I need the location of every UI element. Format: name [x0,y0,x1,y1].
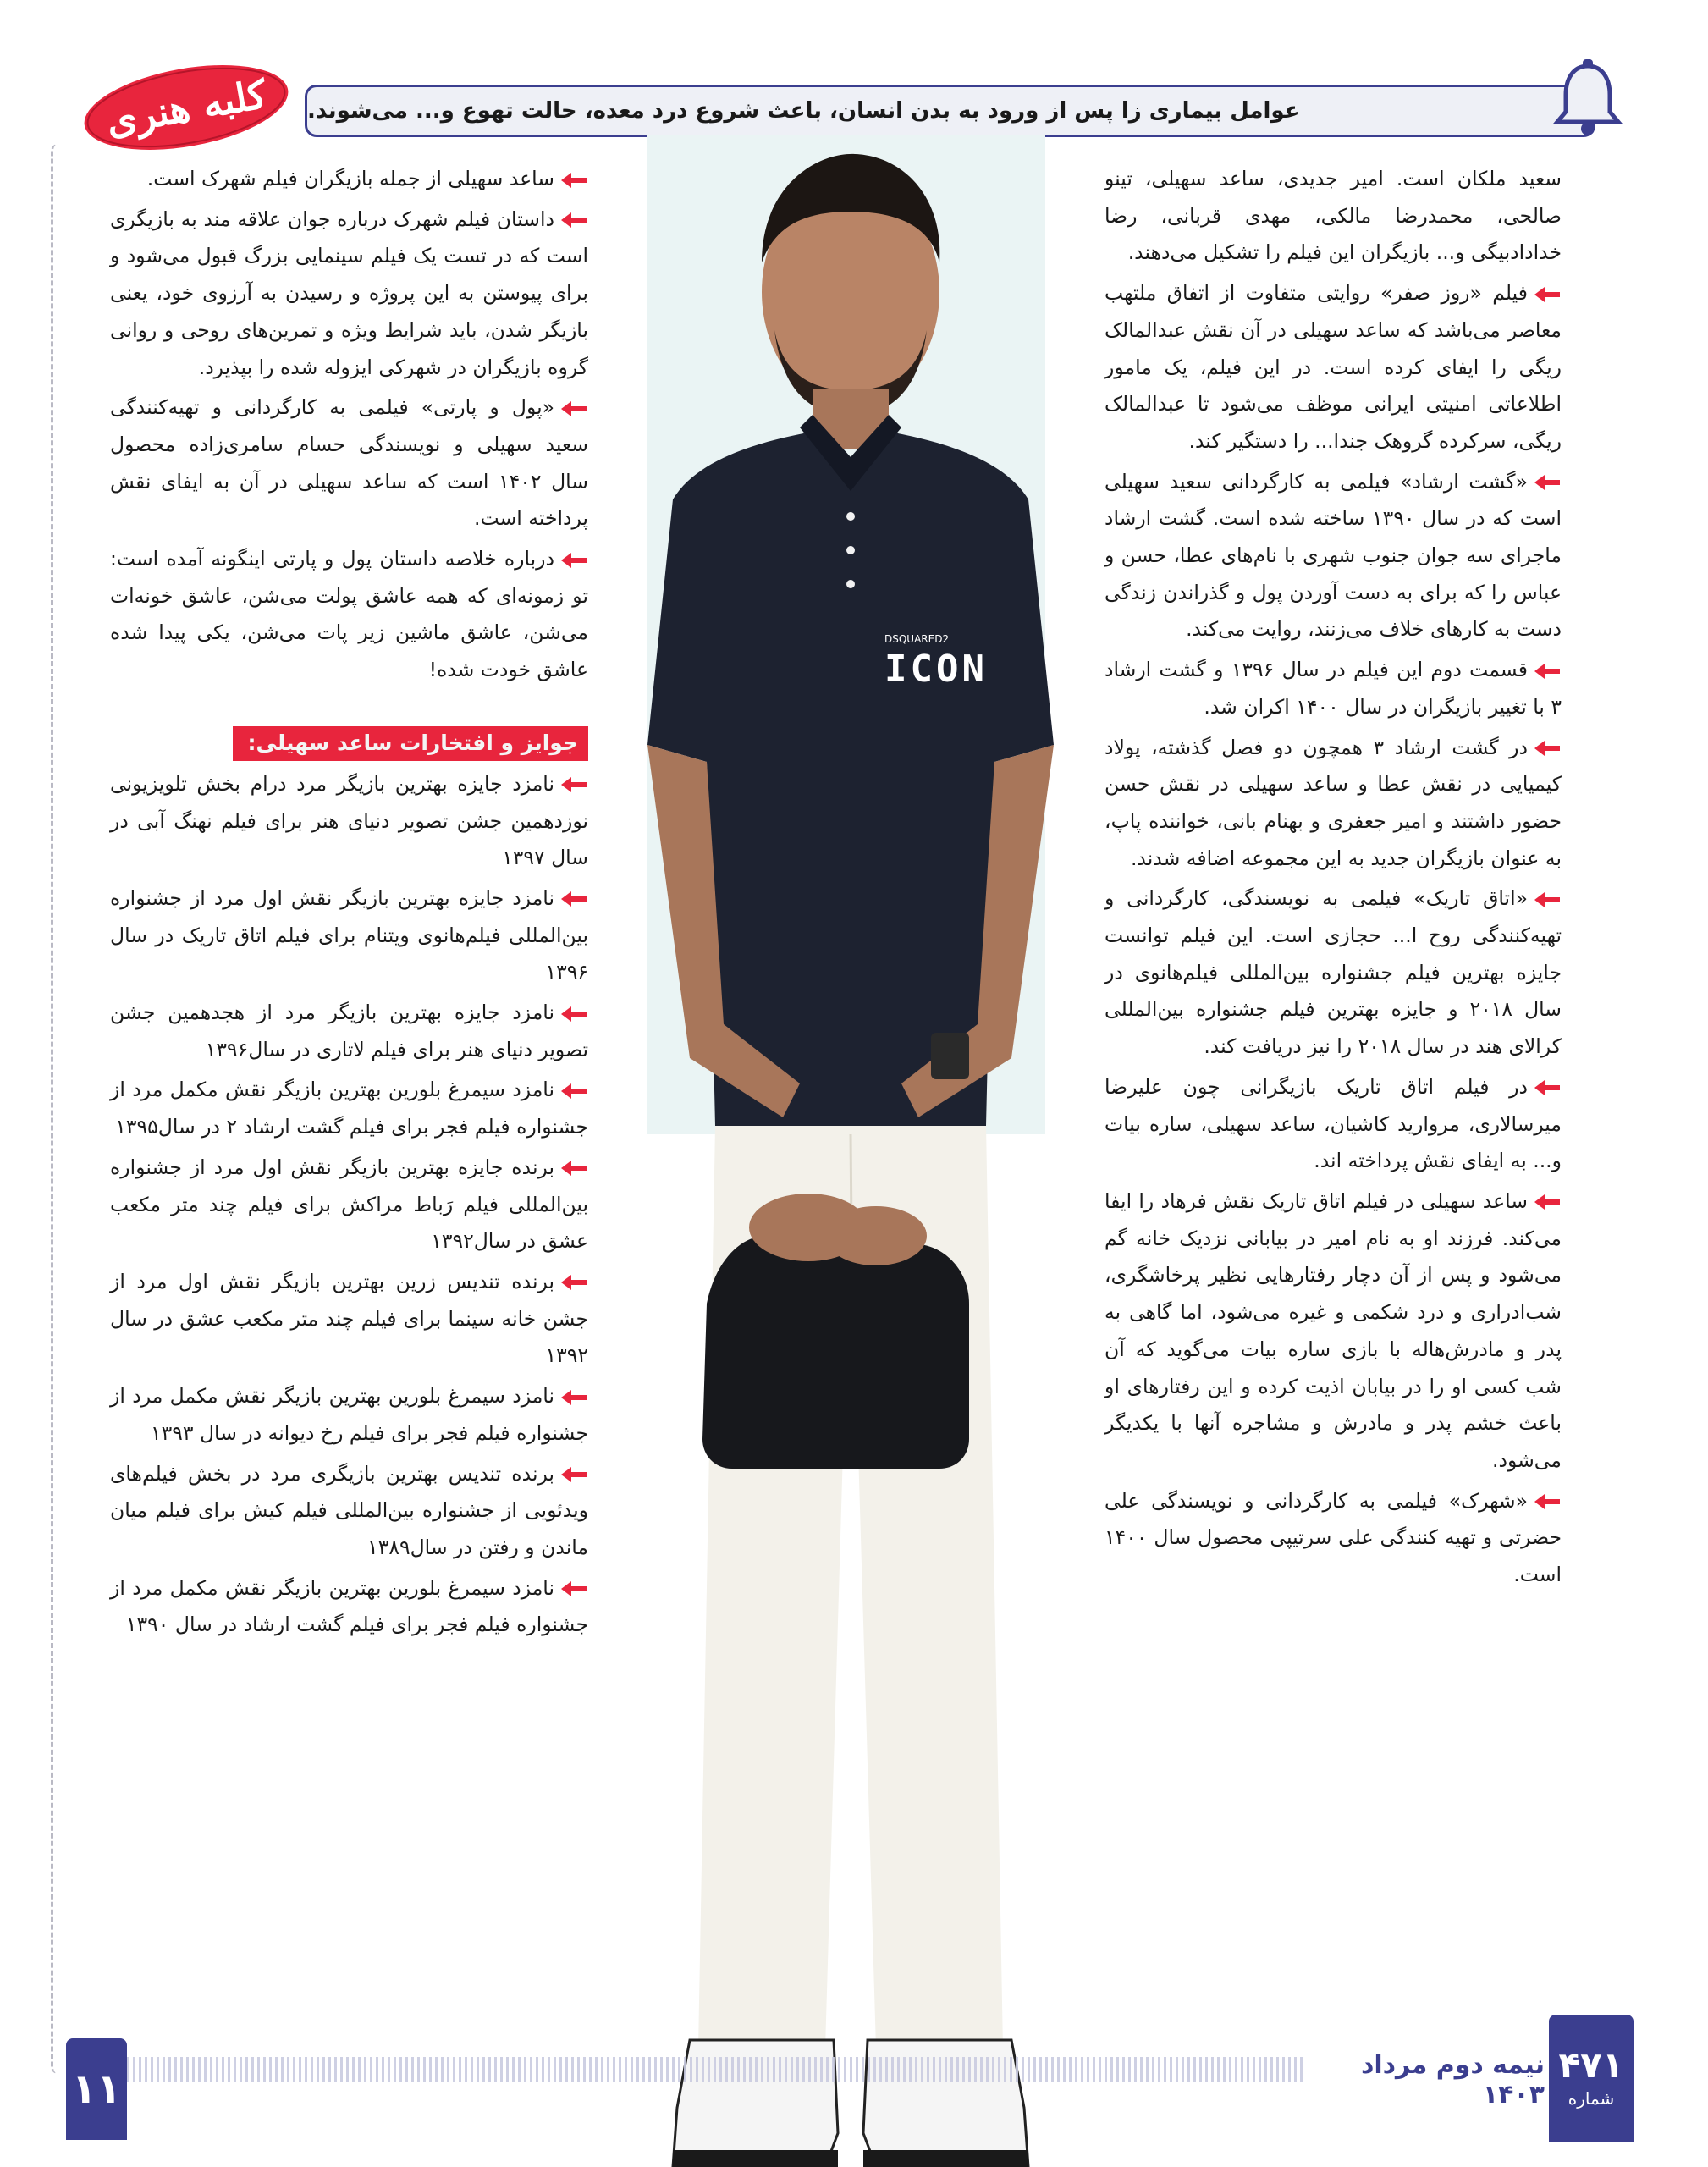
arrow-bullet-icon [559,1273,588,1292]
arrow-bullet-icon [1533,1193,1562,1211]
right-text-column [1105,161,1562,1597]
paragraph: سعید ملکان است. امیر جدیدی، ساعد سهیلی، تینو صالحی، محمدرضا مالکی، مهدی قربانی، رضا خدادادبیگی و... بازیگران این فیلم را تشکیل می‌دهند. [1105,167,1562,265]
arrow-bullet-icon [559,1580,588,1598]
arrow-bullet-icon [559,1005,588,1023]
arrow-bullet-icon [559,890,588,908]
arrow-bullet-icon [1533,285,1562,304]
shirt-logo-text: ICON [884,648,988,691]
arrow-bullet-icon [559,400,588,418]
award-item: برنده جایزه بهترین بازیگر نقش اول مرد از جشنواره بین‌المللی فیلم رَباط مراکش برای فیلم چند متر مکعب عشق در سال۱۳۹۲ [110,1155,588,1254]
paragraph: «پول و پارتی» فیلمی به کارگردانی و تهیه‌کنندگی سعید سهیلی و نویسندگی حسام سامری‌زاده محصول سال ۱۴۰۲ است که ساعد سهیلی در آن به ایفای نقش پرداخته است. [110,395,588,531]
arrow-bullet-icon [559,551,588,570]
arrow-bullet-icon [1533,662,1562,681]
arrow-bullet-icon [559,171,588,190]
arrow-bullet-icon [559,775,588,794]
paragraph: ساعد سهیلی از جمله بازیگران فیلم شهرک است. [110,161,588,198]
paragraph: داستان فیلم شهرک درباره جوان علاقه مند به بازیگری است که در تست یک فیلم سینمایی بزرگ قبول می‌شود و برای پیوستن به این پروژه و رسیدن به آرزوی خود، یعنی بازیگر شدن، باید شرایط ویژه و تمرین‌های روحی و روانی گروه بازیگران در شهرکی ایزوله شده را بپذیرد. [110,207,588,379]
headline-text: عوامل بیماری زا پس از ورود به بدن انسان، باعث شروع درد معده، حالت تهوع و... می‌شوند. [307,98,1300,124]
footer-rule [127,2057,1303,2082]
paragraph: در فیلم اتاق تاریک بازیگرانی چون علیرضا میرسالاری، مروارید کاشیان، ساعد سهیلی، ساره بیات و... به ایفای نقش پرداخته اند. [1105,1074,1562,1173]
award-item: نامزد جایزه بهترین بازیگر نقش اول مرد از جشنواره بین‌المللی فیلم‌هانوی ویتنام برای فیلم اتاق تاریک در سال ۱۳۹۶ [110,885,588,984]
arrow-bullet-icon [559,1082,588,1100]
paragraph: «شهرک» فیلمی به کارگردانی و نویسندگی علی حضرتی و تهیه کنندگی علی سرتیپی محصول سال ۱۴۰۰ است. [1105,1488,1562,1587]
issue-label: شماره [1568,2088,1615,2109]
arrow-bullet-icon [1533,739,1562,758]
paragraph: ساعد سهیلی در فیلم اتاق تاریک نقش فرهاد را ایفا می‌کند. فرزند او به نام امیر در بیابانی نزدیک خانه گم می‌شود و پس از آن دچار رفتارهایی نظیر پرخاشگری، شب‌ادراری و درد شکمی و غیره می‌شود، اما گاهی به پدر و مادرش‌هاله با بازی ساره بیات می‌گوید که آن شب کسی او را در بیابان اذیت کرده و این رفتارهای او باعث خشم پدر و مادرش و مشاجره آنها با یکدیگر می‌شود. [1105,1188,1562,1472]
arrow-bullet-icon [559,1159,588,1177]
bell-icon [1549,58,1627,142]
arrow-bullet-icon [559,1388,588,1407]
awards-section-title: جوایز و افتخارات ساعد سهیلی: [233,726,588,761]
arrow-bullet-icon [559,1465,588,1484]
arrow-bullet-icon [1533,473,1562,492]
award-item: برنده تندیس زرین بهترین بازیگر نقش اول مرد از جشن خانه سینما برای فیلم چند متر مکعب عشق در سال ۱۳۹۲ [110,1269,588,1368]
award-item: نامزد سیمرغ بلورین بهترین بازیگر نقش مکمل مرد از جشنواره فیلم فجر برای فیلم رخ دیوانه در سال ۱۳۹۳ [110,1384,588,1445]
paragraph: در گشت ارشاد ۳ همچون دو فصل گذشته، پولاد کیمیایی در نقش عطا و ساعد سهیلی در نقش حسن حضور داشتند و امیر جعفری و بهنام بانی، خواننده پاپ، به عنوان بازیگران جدید به این مجموعه اضافه شدند. [1105,735,1562,870]
award-item: نامزد سیمرغ بلورین بهترین بازیگر نقش مکمل مرد از جشنواره فیلم فجر برای فیلم گشت ارشاد ۲ در سال۱۳۹۵ [110,1078,588,1139]
logo-text: کلبه هنری [102,70,270,145]
headline-banner [305,85,1595,137]
actor-photo [597,135,1105,2167]
award-item: نامزد جایزه بهترین بازیگر مرد از هجدهمین جشن تصویر دنیای هنر برای فیلم لاتاری در سال۱۳۹۶ [110,1001,588,1061]
paragraph: قسمت دوم این فیلم در سال ۱۳۹۶ و گشت ارشاد ۳ با تغییر بازیگران در سال ۱۴۰۰ اکران شد. [1105,658,1562,719]
shirt-brand-text: DSQUARED2 [884,633,950,645]
paragraph: درباره خلاصه داستان پول و پارتی اینگونه آمده است: تو زمونه‌ای که همه عاشق پولت می‌شن، عاشق خونه‌ات می‌شن، عاشق ماشین زیر پات می‌شن، یکی پیدا شده عاشق خودت شده! [110,547,588,682]
arrow-bullet-icon [559,211,588,229]
magazine-section-logo [69,42,302,172]
issue-badge [1549,2015,1634,2142]
issue-date: نیمه دوم مرداد ۱۴۰۳ [1360,2050,1545,2109]
paragraph: «گشت ارشاد» فیلمی به کارگردانی سعید سهیلی است که در سال ۱۳۹۰ ساخته شده است. گشت ارشاد ماجرای سه جوان جنوب شهری با نام‌های عطا، حسن و عباس را که برای به دست آوردن پول و گذراندن زندگی دست به کارهای خلاف می‌زنند، روایت می‌کند. [1105,469,1562,642]
paragraph: فیلم «روز صفر» روایتی متفاوت از اتفاق ملتهب معاصر می‌باشد که ساعد سهیلی در آن نقش عبدالمالک ریگی را ایفای کرده است. در این فیلم، یک مامور اطلاعاتی امنیتی ایرانی موظف می‌شود تا عبدالمالک ریگی، سرکرده گروهک جندا... را دستگیر کند. [1105,281,1562,453]
page-number: ۱۱ [66,2038,127,2140]
decorative-stitch-line [51,144,65,2074]
award-item: نامزد سیمرغ بلورین بهترین بازیگر نقش مکمل مرد از جشنواره فیلم فجر برای فیلم گشت ارشاد در سال ۱۳۹۰ [110,1575,588,1637]
left-text-column [110,161,588,1647]
arrow-bullet-icon [1533,891,1562,909]
arrow-bullet-icon [1533,1078,1562,1097]
award-item: برنده تندیس بهترین بازیگری مرد در بخش فیلم‌های ویدئویی از جشنواره بین‌المللی فیلم کیش برای فیلم میان ماندن و رفتن در سال۱۳۸۹ [110,1461,588,1559]
arrow-bullet-icon [1533,1492,1562,1511]
issue-number: ۴۷۱ [1558,2044,1624,2086]
paragraph: «اتاق تاریک» فیلمی به نویسندگی، کارگردانی و تهیه‌کنندگی روح ا... حجازی است. این فیلم توانست جایزه بهترین فیلم جشنواره بین‌المللی فیلم‌هانوی در سال ۲۰۱۸ و جایزه بهترین فیلم جشنواره بین‌المللی کرالای هند در سال ۲۰۱۸ را نیز دریافت کند. [1105,886,1562,1059]
award-item: نامزد جایزه بهترین بازیگر مرد درام بخش تلویزیونی نوزدهمین جشن تصویر دنیای هنر برای فیلم نهنگ آبی در سال ۱۳۹۷ [110,771,588,870]
